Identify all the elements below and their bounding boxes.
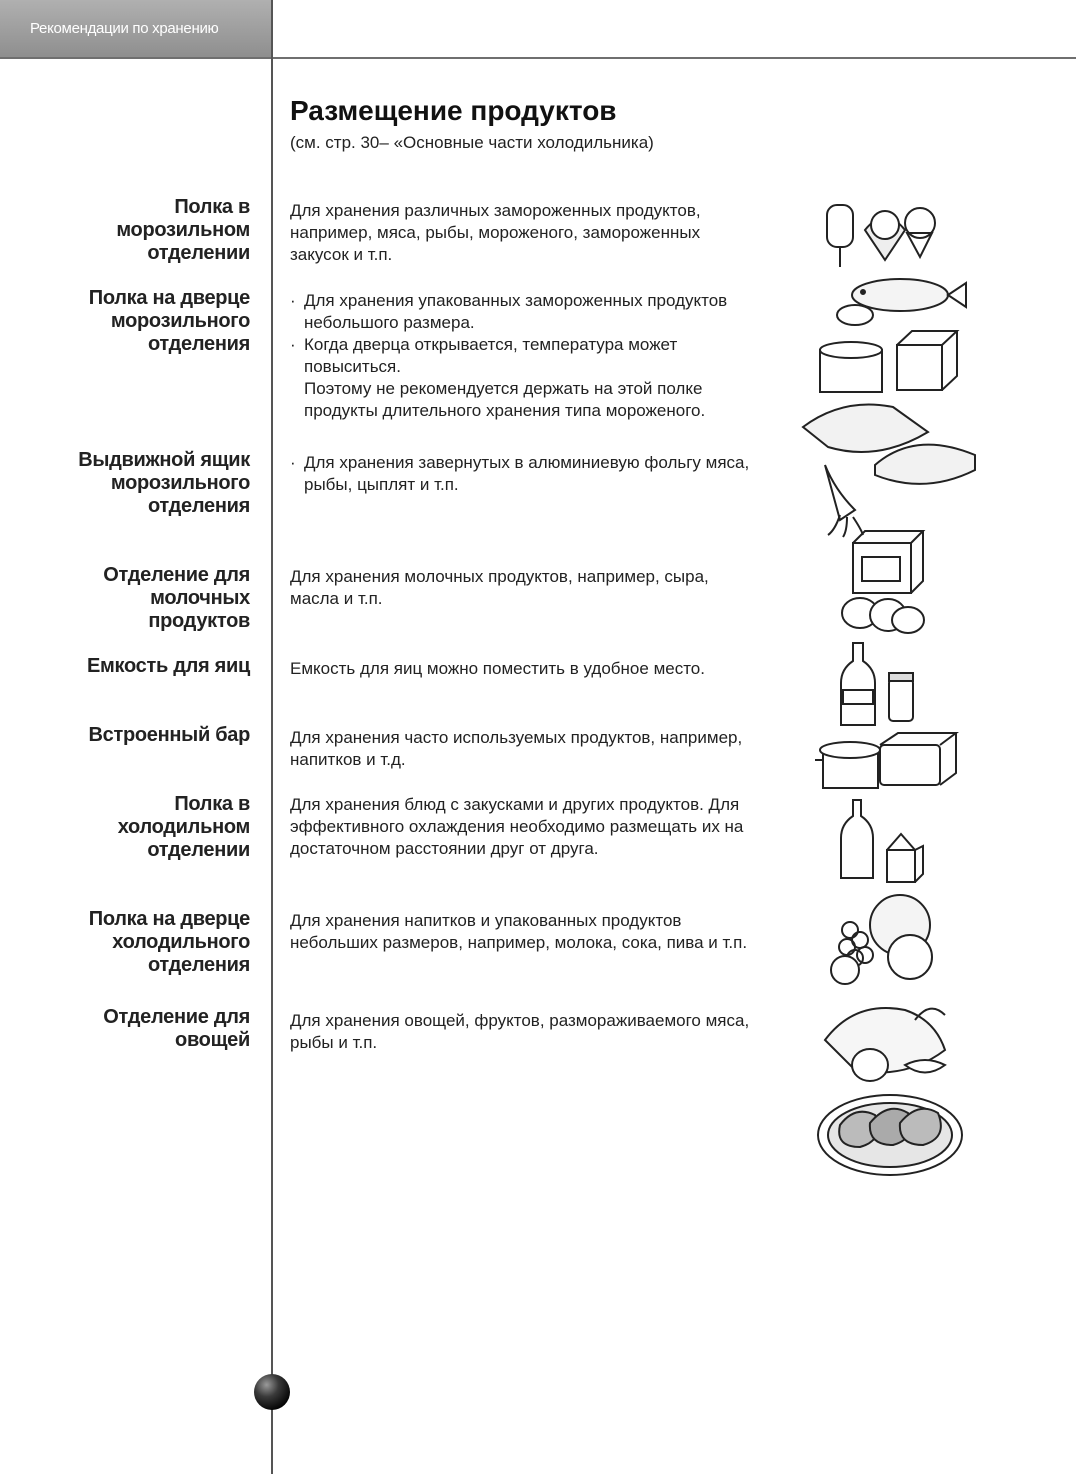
- label-line: Отделение для: [103, 564, 250, 586]
- fruits-icon: [831, 895, 932, 984]
- box-icon: [897, 331, 957, 390]
- vertical-rule: [271, 0, 273, 1474]
- container-icon: [880, 733, 956, 785]
- fish-icon: [837, 279, 966, 325]
- bullet-item: [290, 452, 760, 496]
- bottle-icon: [841, 643, 875, 725]
- section-label: [20, 724, 250, 747]
- pot-icon: [815, 742, 886, 788]
- section-label: [20, 449, 250, 518]
- label-line: Полка на дверце: [88, 908, 250, 930]
- can-icon: [820, 342, 882, 392]
- label-line: овощей: [175, 1029, 250, 1051]
- squid-icon: [825, 465, 863, 537]
- section-label: [20, 287, 250, 356]
- bullet-text: Для хранения завернутых в алюминиевую фольгу мяса, рыбы, цыплят и т.п.: [304, 453, 750, 494]
- carton-icon: [887, 834, 923, 882]
- header-rule: [0, 57, 1076, 59]
- vegetables-icon: [825, 1008, 945, 1081]
- label-line: морозильном: [116, 219, 250, 241]
- meat-plate-icon: [818, 1095, 962, 1175]
- food-illustrations: [795, 195, 995, 1195]
- label-line: Встроенный бар: [88, 724, 250, 746]
- section-desc: Для хранения блюд с закусками и других продуктов. Для эффективного охлаждения необходимо размещать их на достаточном расстоянии друг от друга.: [290, 795, 744, 858]
- section-desc: Для хранения различных замороженных продуктов, например, мяса, рыбы, мороженого, замороженных закусок и т.п.: [290, 201, 701, 264]
- page-subtitle: (см. стр. 30– «Основные части холодильника): [290, 133, 654, 152]
- label-line: Отделение для: [103, 1006, 250, 1028]
- section-desc: Для хранения овощей, фруктов, размораживаемого мяса, рыбы и т.п.: [290, 1011, 750, 1052]
- eggs-icon: [842, 598, 924, 633]
- section-label: [20, 908, 250, 977]
- page-title: Размещение продуктов: [290, 95, 617, 126]
- section-label: [20, 793, 250, 862]
- label-line: холодильного: [112, 931, 250, 953]
- label-line: молочных: [150, 587, 250, 609]
- label-line: Полка в: [174, 196, 250, 218]
- section-desc: [290, 290, 760, 422]
- label-line: отделении: [147, 242, 250, 264]
- bullet-continuation: [290, 378, 760, 422]
- section-desc: [290, 452, 760, 496]
- bullet-item: [290, 334, 760, 378]
- bullet-text: Для хранения упакованных замороженных продуктов небольшого размера.: [304, 291, 728, 332]
- label-line: отделения: [148, 954, 250, 976]
- label-line: отделения: [148, 333, 250, 355]
- ice-cream-icon: [827, 205, 935, 267]
- section-label: [20, 196, 250, 265]
- section-label: [20, 655, 250, 678]
- section-desc: Емкость для яиц можно поместить в удобное место.: [290, 659, 705, 678]
- section-label: [20, 1006, 250, 1052]
- section-desc: Для хранения часто используемых продуктов, например, напитков и т.д.: [290, 728, 743, 769]
- bullet-mark: ·: [290, 335, 296, 354]
- label-line: морозильного: [110, 472, 250, 494]
- milk-bottle-icon: [841, 800, 873, 878]
- bullet-text: Поэтому не рекомендуется держать на этой полке продукты длительного хранения типа мороженого.: [304, 379, 706, 420]
- label-line: отделения: [148, 495, 250, 517]
- section-desc: Для хранения напитков и упакованных продуктов небольших размеров, например, молока, сока, пива и т.п.: [290, 911, 748, 952]
- label-line: Полка на дверце: [88, 287, 250, 309]
- section-desc: Для хранения молочных продуктов, например, сыра, масла и т.п.: [290, 567, 709, 608]
- label-line: Выдвижной ящик: [78, 449, 250, 471]
- page-marker: [254, 1374, 290, 1410]
- label-line: Емкость для яиц: [87, 655, 250, 677]
- label-line: морозильного: [110, 310, 250, 332]
- header-tab: Рекомендации по хранению продуктов: [0, 0, 272, 58]
- label-line: продуктов: [148, 610, 250, 632]
- section-label: [20, 564, 250, 633]
- cheese-icon: [853, 531, 923, 593]
- jar-icon: [889, 673, 913, 721]
- label-line: Полка в: [174, 793, 250, 815]
- bullet-mark: ·: [290, 453, 296, 472]
- bullet-item: [290, 290, 760, 334]
- label-line: холодильном: [117, 816, 250, 838]
- bullet-text: Когда дверца открывается, температура может повыситься.: [304, 335, 678, 376]
- bullet-mark: ·: [290, 291, 296, 310]
- label-line: отделении: [147, 839, 250, 861]
